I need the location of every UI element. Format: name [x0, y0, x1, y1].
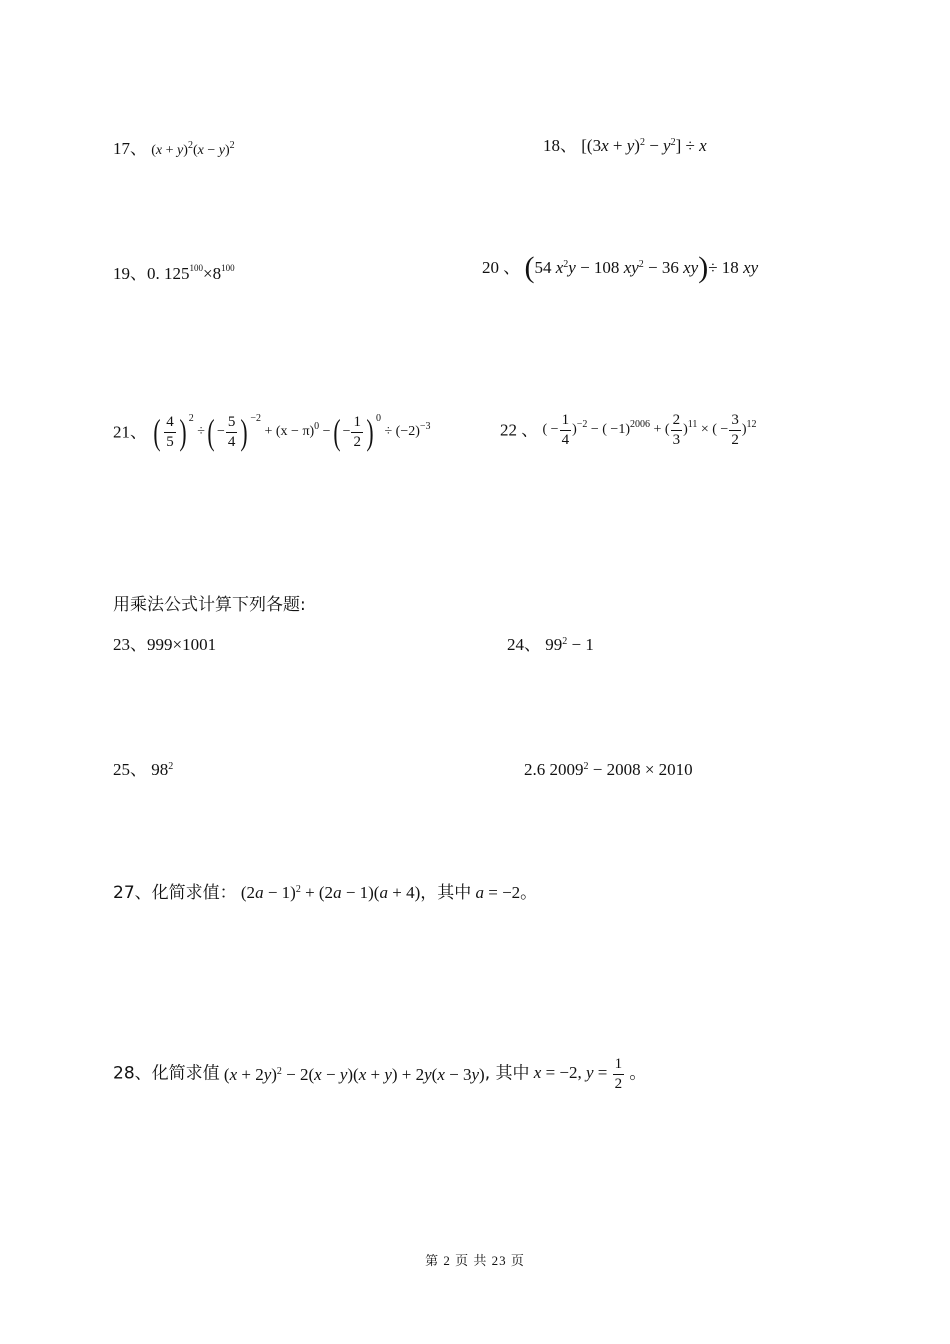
problem-20-expression: (54 $x^2y - 108$ $xy^2 - 36$ xy)÷ 18 xy [524, 251, 759, 284]
problem-17-expression: $(x + y)^2(x - y)^2$ [151, 140, 235, 158]
problem-28-expression: $(x + 2y)^2 - 2(x - y)(x + y) + 2y(x - 3y)$ [223, 1064, 485, 1084]
problem-27-label: 27、化简求值： [113, 883, 237, 903]
problem-21-label: 21、 [113, 422, 147, 442]
problem-22 [500, 412, 757, 448]
problem-18-label: 18、 [543, 136, 577, 155]
problem-24-label: 24、 [507, 635, 541, 654]
problem-22-label: 22 、 [500, 420, 539, 440]
problem-25-expression: $98^2$ [151, 760, 174, 779]
problem-27 [113, 884, 537, 902]
problem-25-label: 25、 [113, 760, 147, 779]
page-footer: 第 2 页 共 23 页 [425, 1253, 525, 1268]
problem-24 [507, 636, 594, 653]
problem-19-exp2: 100 [221, 263, 235, 273]
problem-17-label: 17、 [113, 139, 147, 158]
problem-18 [543, 137, 707, 154]
problem-26 [524, 761, 693, 778]
problem-23 [113, 636, 216, 653]
problem-27-condition: a = −2 [475, 883, 521, 902]
problem-28-mid: , 其中 [484, 1063, 530, 1084]
problem-19-base: 0. 125 [147, 264, 190, 283]
problem-21 [113, 411, 431, 452]
problem-23-text: 999×1001 [147, 635, 217, 654]
problem-26-expression: $2009^2 - 2008 \times 2010$ [549, 760, 693, 779]
problem-28 [113, 1056, 646, 1092]
problem-19-exp1: 100 [189, 263, 203, 273]
problem-17 [113, 140, 235, 158]
section-heading: 用乘法公式计算下列各题: [113, 595, 306, 615]
problem-21-expression: ( $\frac{4}{5}$ ) $^2$ ÷( − $\frac{5}{4}$ ) $^{-2} + (x - \pi)^0$ −( − $\frac{1}{2}$ ) $^0 \div (-2)^{-3}$ [153, 411, 431, 452]
problem-24-expression: $99^2 - 1$ [545, 635, 594, 654]
problem-27-mid: ，其中 [420, 883, 472, 903]
problem-19 [113, 264, 235, 282]
problem-27-end: 。 [520, 883, 538, 903]
problem-23-label: 23、 [113, 635, 147, 654]
problem-28-condition: x = −2, y = $\frac{1}{2}$ [533, 1056, 623, 1092]
problem-18-expression: $[(3x + y)^2 - y^2] \div x$ [581, 136, 707, 155]
problem-25 [113, 761, 173, 778]
problem-28-label: 28、化简求值 [113, 1063, 220, 1084]
problem-27-expression: $(2a - 1)^2 + (2a - 1)(a + 4)$ [240, 883, 421, 902]
problem-19-label: 19、 [113, 264, 147, 283]
problem-20-label: 20 、 [482, 258, 521, 277]
problem-28-end: 。 [629, 1063, 647, 1084]
problem-26-label: 2.6 [524, 760, 546, 779]
problem-22-expression: ( − $\frac{1}{4}$ )$^{-2}$ − ( −1)$^{2006}$ + ( $\frac{2}{3}$ )$^{11}$ × ( − $\frac{3}{2}$ )$^{12}$ [542, 412, 757, 448]
problem-20 [482, 251, 759, 284]
problem-19-times: ×8 [203, 264, 222, 283]
